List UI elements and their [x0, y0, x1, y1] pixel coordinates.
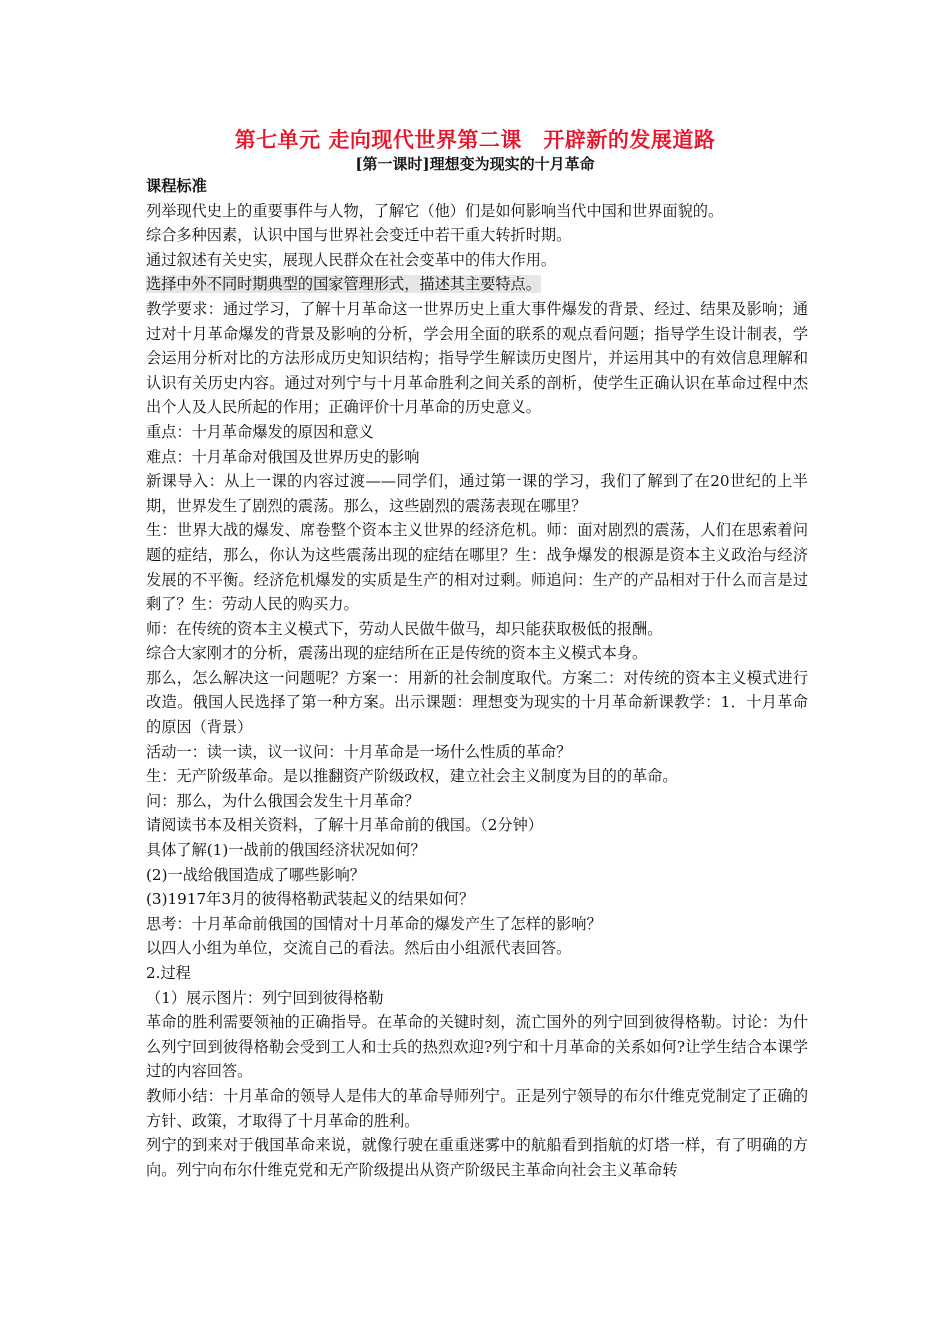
paragraph: 难点：十月革命对俄国及世界历史的影响	[146, 447, 420, 466]
paragraph: 请阅读书本及相关资料，了解十月革命前的俄国。（2分钟）	[146, 816, 543, 835]
paragraph-highlighted	[146, 272, 808, 297]
paragraph: 思考：十月革命前俄国的国情对十月革命的爆发产生了怎样的影响？	[146, 914, 602, 933]
paragraph: 师：在传统的资本主义模式下，劳动人民做牛做马，却只能获取极低的报酬。	[146, 619, 663, 638]
paragraph: 以四人小组为单位，交流自己的看法。然后由小组派代表回答。	[146, 939, 572, 958]
paragraph: 2.过程	[146, 964, 191, 982]
paragraph: 生：世界大战的爆发、席卷整个资本主义世界的经济危机。师：面对剧烈的震荡，人们在思索着问题的症结，那么，你认为这些震荡出现的症结在哪里？生：战争爆发的根源是资本主义政治与经济发展的不平衡。经济危机爆发的实质是生产的相对过剩。师追问：生产的产品相对于什么而言是过剩了？生：劳动人民的购买力。	[146, 521, 808, 614]
paragraph: 列举现代史上的重要事件与人物，了解它（他）们是如何影响当代中国和世界面貌的。	[146, 201, 724, 220]
paragraph: 通过叙述有关史实，展现人民群众在社会变革中的伟大作用。	[146, 250, 557, 269]
document-title: 第七单元 走向现代世界第二课 开辟新的发展道路	[234, 127, 716, 152]
paragraph: 教师小结：十月革命的领导人是伟大的革命导师列宁。正是列宁领导的布尔什维克党制定了正确的方针、政策，才取得了十月革命的胜利。	[146, 1086, 808, 1130]
paragraph: 具体了解(1)一战前的俄国经济状况如何？	[146, 841, 426, 860]
paragraph: 教学要求：通过学习，了解十月革命这一世界历史上重大事件爆发的背景、经过、结果及影响；通过对十月革命爆发的背景及影响的分析，学会用全面的联系的观点看问题；指导学生设计制表，学会运用分析对比的方法形成历史知识结构；指导学生解读历史图片，并运用其中的有效信息理解和认识有关历史内容。通过对列宁与十月革命胜利之间关系的剖析，使学生正确认识在革命过程中杰出个人及人民所起的作用；正确评价十月革命的历史意义。	[146, 299, 808, 417]
paragraph: (3)1917年3月的彼得格勒武装起义的结果如何？	[146, 890, 475, 909]
paragraph: 重点：十月革命爆发的原因和意义	[146, 422, 374, 441]
paragraph: 综合大家刚才的分析，震荡出现的症结所在正是传统的资本主义模式本身。	[146, 644, 648, 663]
paragraph: 综合多种因素，认识中国与世界社会变迁中若干重大转折时期。	[146, 226, 572, 245]
paragraph: 那么，怎么解决这一问题呢？方案一：用新的社会制度取代。方案二：对传统的资本主义模式进行改造。俄国人民选择了第一种方案。出示课题：理想变为现实的十月革命新课教学：1．十月革命的原因（背景）	[146, 668, 808, 737]
paragraph: 新课导入：从上一课的内容过渡——同学们，通过第一课的学习，我们了解到了在20世纪的上半期，世界发生了剧烈的震荡。那么，这些剧烈的震荡表现在哪里？	[146, 472, 808, 515]
highlighted-text: 选择中外不同时期典型的国家管理形式，描述其主要特点。	[146, 275, 541, 294]
paragraph: （1）展示图片：列宁回到彼得格勒	[146, 988, 384, 1007]
paragraph: 生：无产阶级革命。是以推翻资产阶级政权，建立社会主义制度为目的的革命。	[146, 767, 678, 786]
document-body	[146, 174, 808, 1182]
section-heading: 课程标准	[146, 177, 207, 195]
paragraph: 活动一：读一读，议一议问：十月革命是一场什么性质的革命？	[146, 742, 572, 761]
paragraph: 问：那么，为什么俄国会发生十月革命？	[146, 791, 420, 810]
paragraph: 列宁的到来对于俄国革命来说，就像行驶在重重迷雾中的航船看到指航的灯塔一样，有了明确的方向。列宁向布尔什维克党和无产阶级提出从资产阶级民主革命向社会主义革命转	[146, 1136, 808, 1179]
paragraph: 革命的胜利需要领袖的正确指导。在革命的关键时刻，流亡国外的列宁回到彼得格勒。讨论：为什么列宁回到彼得格勒会受到工人和士兵的热烈欢迎?列宁和十月革命的关系如何?让学生结合本课学过的内容回答。	[146, 1013, 808, 1081]
lesson-subtitle: [第一课时]理想变为现实的十月革命	[355, 155, 595, 173]
paragraph: (2)一战给俄国造成了哪些影响？	[146, 865, 365, 884]
